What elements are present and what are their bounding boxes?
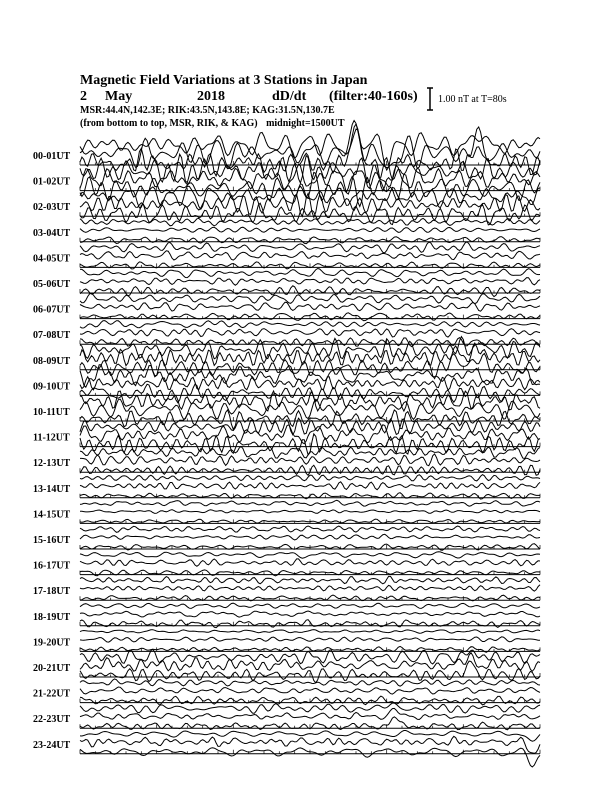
hour-row [33, 552, 540, 576]
row-label: 12-13UT [33, 458, 71, 470]
row-label: 19-20UT [33, 637, 71, 649]
row-label: 20-21UT [33, 663, 71, 674]
hour-row [33, 703, 540, 730]
trace-msr [80, 237, 540, 244]
trace-kag [80, 603, 540, 608]
row-label: 15-16UT [33, 535, 71, 546]
hour-row [33, 121, 540, 191]
date-month: May [105, 89, 133, 104]
trace-kag [80, 500, 540, 506]
trace-kag [80, 242, 540, 253]
row-label: 22-23UT [33, 714, 71, 726]
trace-kag [80, 731, 540, 742]
trace-rik [80, 585, 540, 591]
row-label: 00-01UT [33, 151, 71, 162]
trace-rik [80, 425, 540, 444]
row-label: 04-05UT [33, 253, 71, 265]
trace-kag [80, 269, 540, 278]
hour-row [33, 475, 540, 500]
date-year: 2018 [197, 89, 225, 104]
trace-kag [80, 679, 540, 686]
trace-kag [80, 703, 540, 713]
quantity-label: dD/dt [272, 89, 307, 104]
trace-rik [80, 510, 540, 514]
row-label: 11-12UT [33, 432, 70, 444]
hour-row [33, 630, 540, 653]
row-label: 16-17UT [33, 560, 71, 572]
row-label: 01-02UT [33, 176, 71, 188]
hour-row [33, 218, 540, 243]
trace-kag [80, 321, 540, 328]
hour-row [33, 526, 540, 550]
filter-label: (filter:40-160s) [329, 89, 418, 104]
hour-row [33, 679, 540, 705]
trace-rik [80, 534, 540, 540]
midnight-note: midnight=1500UT [266, 118, 345, 129]
date-day: 2 [80, 89, 87, 104]
row-label: 02-03UT [33, 202, 71, 214]
trace-rik [80, 328, 540, 337]
hour-row [33, 154, 540, 206]
row-label: 10-11UT [33, 407, 70, 418]
row-label: 07-08UT [33, 330, 71, 342]
trace-kag [80, 576, 540, 583]
hour-row [33, 269, 540, 297]
hour-row [33, 446, 540, 475]
scale-label: 1.00 nT at T=80s [438, 94, 507, 105]
trace-rik [80, 227, 540, 232]
row-label: 21-22UT [33, 688, 71, 700]
trace-rik [80, 302, 540, 311]
row-label: 23-24UT [33, 739, 71, 751]
hour-row [33, 603, 540, 628]
hour-row [33, 576, 540, 601]
trace-rik [80, 687, 540, 694]
trace-rik [80, 559, 540, 566]
row-label: 06-07UT [33, 304, 71, 316]
trace-rik [80, 454, 540, 466]
trace-kag [80, 475, 540, 481]
trace-rik [80, 637, 540, 642]
trace-rik [80, 482, 540, 490]
trace-kag [80, 630, 540, 634]
trace-rik [80, 251, 540, 260]
trace-kag [80, 446, 540, 458]
trace-kag [80, 526, 540, 532]
hour-row [33, 418, 540, 455]
trace-rik [80, 611, 540, 617]
chart-title: Magnetic Field Variations at 3 Stations in Japan [80, 73, 368, 88]
stations-line: MSR:44.4N,142.3E; RIK:43.5N,143.8E; KAG:31.5N,130.7E [80, 105, 335, 116]
hour-row [33, 649, 540, 683]
hour-row [33, 242, 540, 269]
minute-ticks [80, 673, 540, 677]
hour-row [33, 731, 540, 768]
station-order: (from bottom to top, MSR, RIK, & KAG) [80, 118, 258, 129]
trace-kag [80, 552, 540, 559]
row-label: 17-18UT [33, 586, 71, 598]
row-label: 13-14UT [33, 483, 71, 495]
row-label: 03-04UT [33, 227, 71, 239]
row-label: 09-10UT [33, 381, 71, 393]
row-label: 18-19UT [33, 611, 71, 623]
row-label: 05-06UT [33, 279, 71, 290]
trace-msr [80, 661, 540, 683]
hour-row [33, 293, 540, 320]
trace-kag [80, 293, 540, 303]
hour-row [33, 500, 540, 523]
row-label: 14-15UT [33, 509, 71, 521]
row-label: 08-09UT [33, 355, 71, 367]
trace-rik [80, 278, 540, 286]
